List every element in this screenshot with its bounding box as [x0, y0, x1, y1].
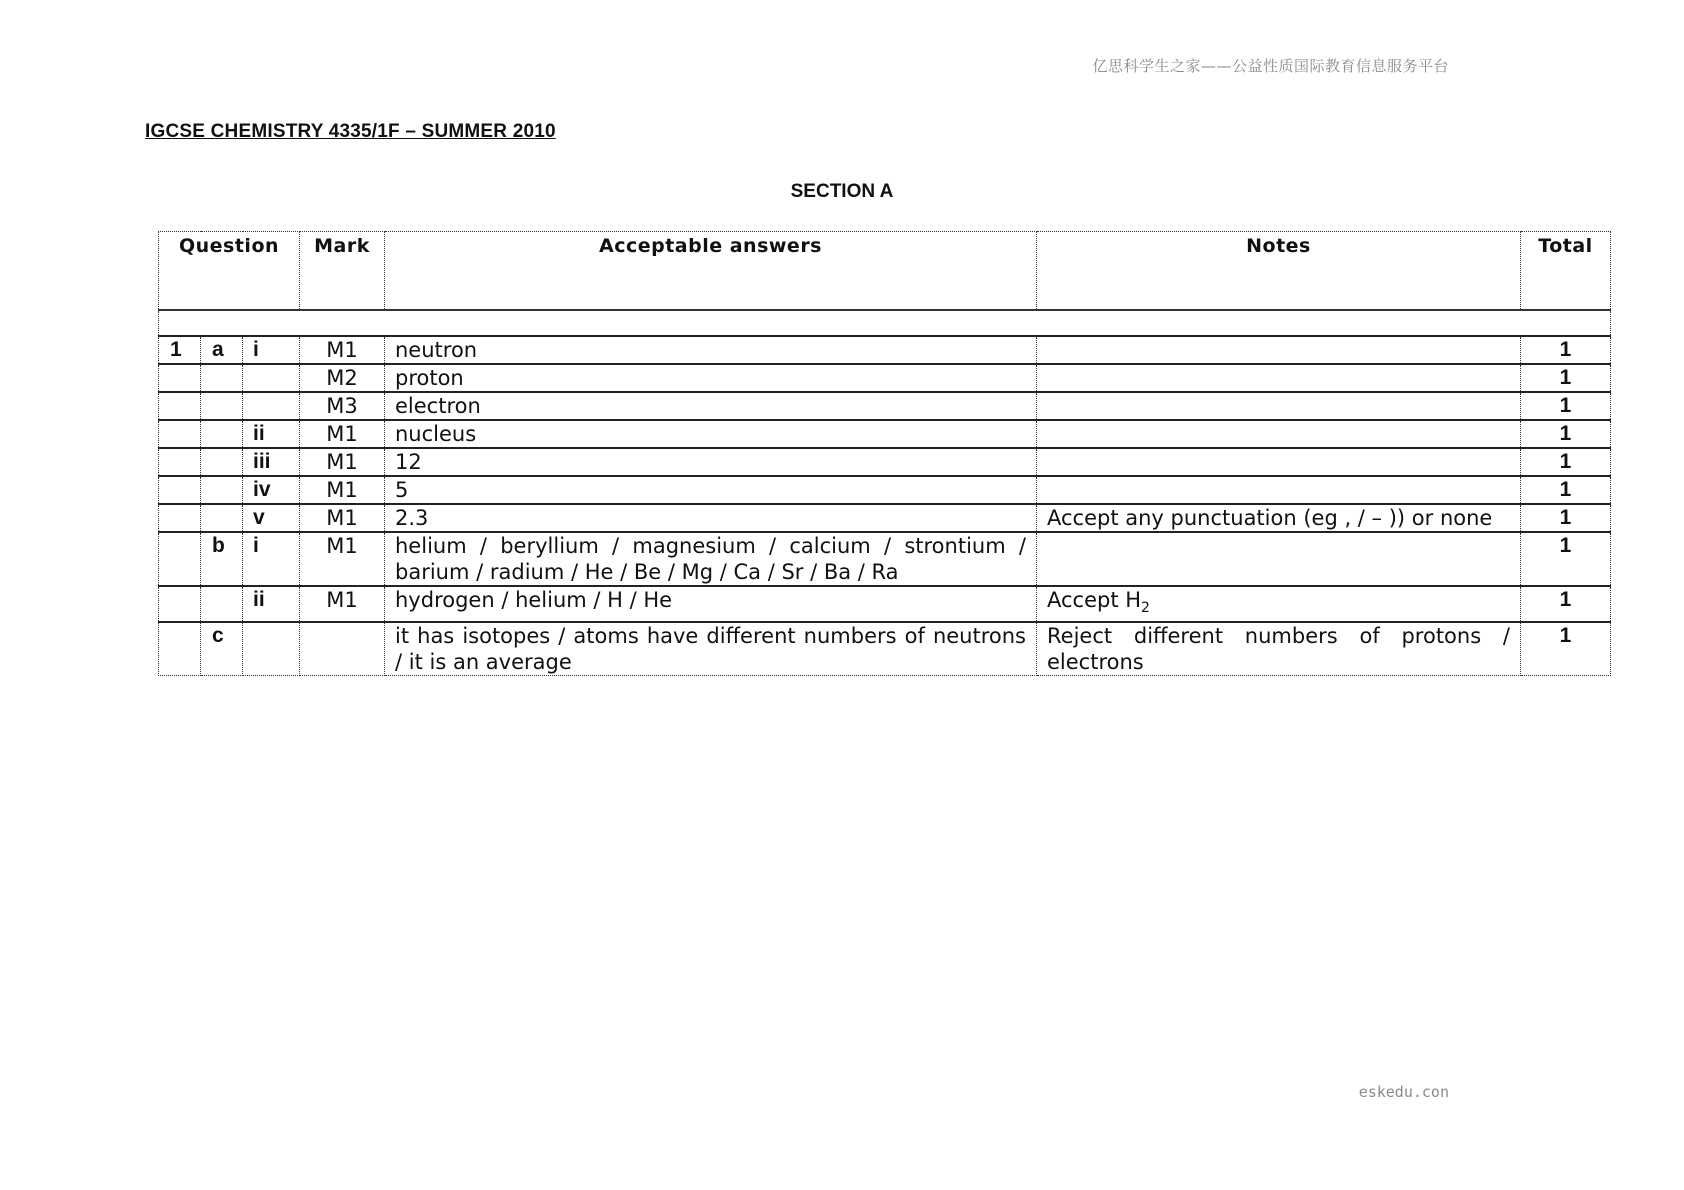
- total: 1: [1521, 336, 1611, 364]
- notes: [1037, 586, 1521, 622]
- notes: [1037, 336, 1521, 364]
- question-subpart: iv: [243, 476, 300, 504]
- question-number: [159, 532, 201, 586]
- question-subpart: v: [243, 504, 300, 532]
- total: 1: [1521, 476, 1611, 504]
- acceptable-answer: neutron: [385, 336, 1037, 364]
- acceptable-answer: hydrogen / helium / H / He: [385, 586, 1037, 622]
- total: 1: [1521, 622, 1611, 676]
- question-part: [201, 586, 243, 622]
- question-part: [201, 420, 243, 448]
- question-subpart: iii: [243, 448, 300, 476]
- mark-code: M1: [300, 476, 385, 504]
- question-number: [159, 364, 201, 392]
- question-number: 1: [159, 336, 201, 364]
- table-spacer-row: [159, 310, 1611, 336]
- total: 1: [1521, 420, 1611, 448]
- question-subpart: [243, 364, 300, 392]
- question-part: [201, 364, 243, 392]
- notes: Accept any punctuation (eg , / – )) or none: [1037, 504, 1521, 532]
- question-subpart: ii: [243, 586, 300, 622]
- mark-code: M1: [300, 532, 385, 586]
- question-subpart: i: [243, 532, 300, 586]
- question-subpart: ii: [243, 420, 300, 448]
- total: 1: [1521, 392, 1611, 420]
- header-notes: Notes: [1037, 232, 1521, 311]
- header-answers: Acceptable answers: [385, 232, 1037, 311]
- table-row: [159, 622, 1611, 676]
- notes: [1037, 532, 1521, 586]
- table-row: [159, 532, 1611, 586]
- mark-code: [300, 622, 385, 676]
- acceptable-answer: electron: [385, 392, 1037, 420]
- question-number: [159, 448, 201, 476]
- notes: [1037, 420, 1521, 448]
- table-row: [159, 448, 1611, 476]
- acceptable-answer: 5: [385, 476, 1037, 504]
- acceptable-answer: nucleus: [385, 420, 1037, 448]
- table-header-row: [159, 232, 1611, 311]
- question-number: [159, 622, 201, 676]
- total: 1: [1521, 364, 1611, 392]
- question-number: [159, 392, 201, 420]
- notes: [1037, 476, 1521, 504]
- notes: Reject different numbers of protons / electrons: [1037, 622, 1521, 676]
- acceptable-answer: it has isotopes / atoms have different numbers of neutrons / it is an average: [385, 622, 1037, 676]
- mark-code: M1: [300, 448, 385, 476]
- mark-scheme-table: [158, 231, 1611, 676]
- notes: [1037, 364, 1521, 392]
- question-part: c: [201, 622, 243, 676]
- header-question: Question: [159, 232, 300, 311]
- watermark-footer: eskedu.con: [1358, 1083, 1449, 1101]
- total: 1: [1521, 586, 1611, 622]
- total: 1: [1521, 532, 1611, 586]
- question-number: [159, 586, 201, 622]
- notes-text: Accept H: [1047, 588, 1142, 612]
- document-title: IGCSE CHEMISTRY 4335/1F – SUMMER 2010: [145, 121, 556, 142]
- mark-code: M1: [300, 420, 385, 448]
- table-row: [159, 586, 1611, 622]
- total: 1: [1521, 504, 1611, 532]
- question-part: [201, 448, 243, 476]
- subscript: 2: [1141, 600, 1150, 617]
- table-row: [159, 476, 1611, 504]
- table-row: [159, 392, 1611, 420]
- question-subpart: i: [243, 336, 300, 364]
- table-row: [159, 504, 1611, 532]
- question-part: [201, 504, 243, 532]
- notes: [1037, 448, 1521, 476]
- mark-code: M3: [300, 392, 385, 420]
- mark-code: M2: [300, 364, 385, 392]
- header-total: Total: [1521, 232, 1611, 311]
- acceptable-answer: proton: [385, 364, 1037, 392]
- mark-code: M1: [300, 336, 385, 364]
- table-row: [159, 336, 1611, 364]
- table-row: [159, 420, 1611, 448]
- question-part: [201, 476, 243, 504]
- question-number: [159, 420, 201, 448]
- acceptable-answer: 2.3: [385, 504, 1037, 532]
- mark-code: M1: [300, 504, 385, 532]
- mark-code: M1: [300, 586, 385, 622]
- question-part: b: [201, 532, 243, 586]
- question-part: [201, 392, 243, 420]
- acceptable-answer: helium / beryllium / magnesium / calcium / strontium / barium / radium / He / Be / Mg / Ca / Sr / Ba / Ra: [385, 532, 1037, 586]
- question-subpart: [243, 392, 300, 420]
- question-number: [159, 476, 201, 504]
- acceptable-answer: 12: [385, 448, 1037, 476]
- watermark-header: 亿思科学生之家——公益性质国际教育信息服务平台: [1092, 57, 1449, 75]
- section-title: SECTION A: [790, 181, 894, 202]
- header-mark: Mark: [300, 232, 385, 311]
- question-part: a: [201, 336, 243, 364]
- notes: [1037, 392, 1521, 420]
- table-row: [159, 364, 1611, 392]
- question-subpart: [243, 622, 300, 676]
- total: 1: [1521, 448, 1611, 476]
- question-number: [159, 504, 201, 532]
